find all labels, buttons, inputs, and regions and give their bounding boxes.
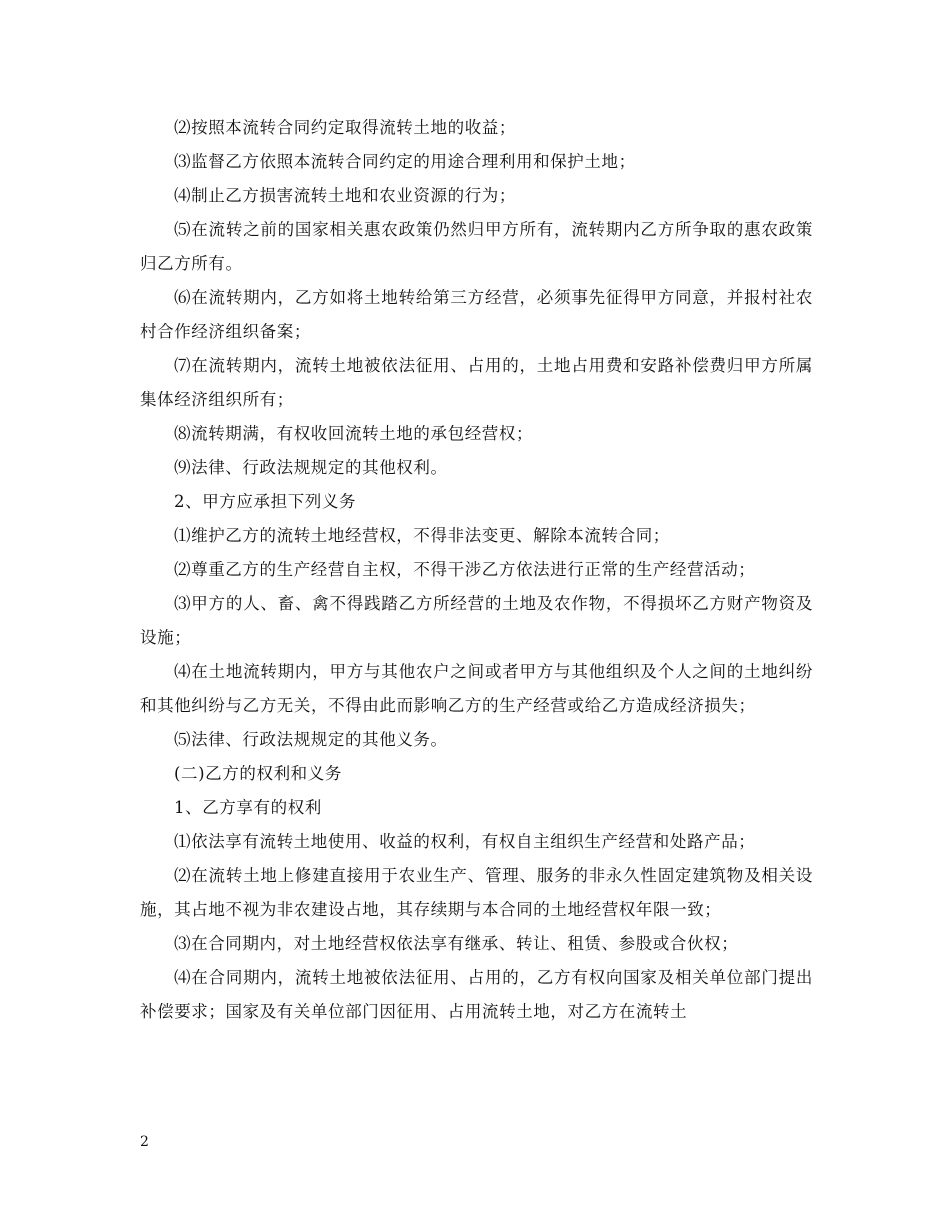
section-heading: 1、乙方享有的权利: [174, 798, 322, 817]
paragraph: ⑸法律、行政法规规定的其他义务。: [174, 730, 448, 749]
paragraph: ⑸在流转之前的国家相关惠农政策仍然归甲方所有，流转期内乙方所争取的惠农政策归乙方所有。: [140, 220, 813, 273]
paragraph: ⑹在流转期内，乙方如将土地转给第三方经营，必须事先征得甲方同意，并报村社农村合作经济组织备案；: [140, 288, 813, 341]
paragraph: ⑴依法享有流转土地使用、收益的权利，有权自主组织生产经营和处路产品；: [174, 832, 756, 851]
paragraph: ⑼法律、行政法规规定的其他权利。: [174, 458, 448, 477]
document-body: [140, 111, 813, 1029]
paragraph: ⑵尊重乙方的生产经营自主权，不得干涉乙方依法进行正常的生产经营活动；: [174, 560, 756, 579]
paragraph: ⑵在流转土地上修建直接用于农业生产、管理、服务的非永久性固定建筑物及相关设施，其占地不视为非农建设占地，其存续期与本合同的土地经营权年限一致；: [140, 866, 813, 919]
paragraph: ⑴维护乙方的流转土地经营权，不得非法变更、解除本流转合同；: [174, 526, 670, 545]
paragraph: ⑶甲方的人、畜、禽不得践踏乙方所经营的土地及农作物，不得损坏乙方财产物资及设施；: [140, 594, 813, 647]
page-number: 2: [140, 1134, 149, 1150]
paragraph: ⑻流转期满，有权收回流转土地的承包经营权；: [174, 424, 534, 443]
section-heading: 2、甲方应承担下列义务: [174, 492, 357, 511]
paragraph: ⑷在合同期内，流转土地被依法征用、占用的，乙方有权向国家及相关单位部门提出补偿要求；国家及有关单位部门因征用、占用流转土地，对乙方在流转土: [140, 968, 813, 1021]
paragraph: ⑶监督乙方依照本流转合同约定的用途合理利用和保护土地；: [174, 152, 636, 171]
paragraph: ⑷制止乙方损害流转土地和农业资源的行为；: [174, 186, 516, 205]
paragraph: ⑶在合同期内，对土地经营权依法享有继承、转让、租赁、参股或合伙权；: [174, 934, 739, 953]
paragraph: ⑷在土地流转期内，甲方与其他农户之间或者甲方与其他组织及个人之间的土地纠纷和其他纠纷与乙方无关，不得由此而影响乙方的生产经营或给乙方造成经济损失；: [140, 662, 813, 715]
section-heading: (二)乙方的权利和义务: [174, 764, 342, 783]
paragraph: ⑺在流转期内，流转土地被依法征用、占用的，土地占用费和安路补偿费归甲方所属集体经济组织所有；: [140, 356, 813, 409]
paragraph: ⑵按照本流转合同约定取得流转土地的收益；: [174, 118, 516, 137]
